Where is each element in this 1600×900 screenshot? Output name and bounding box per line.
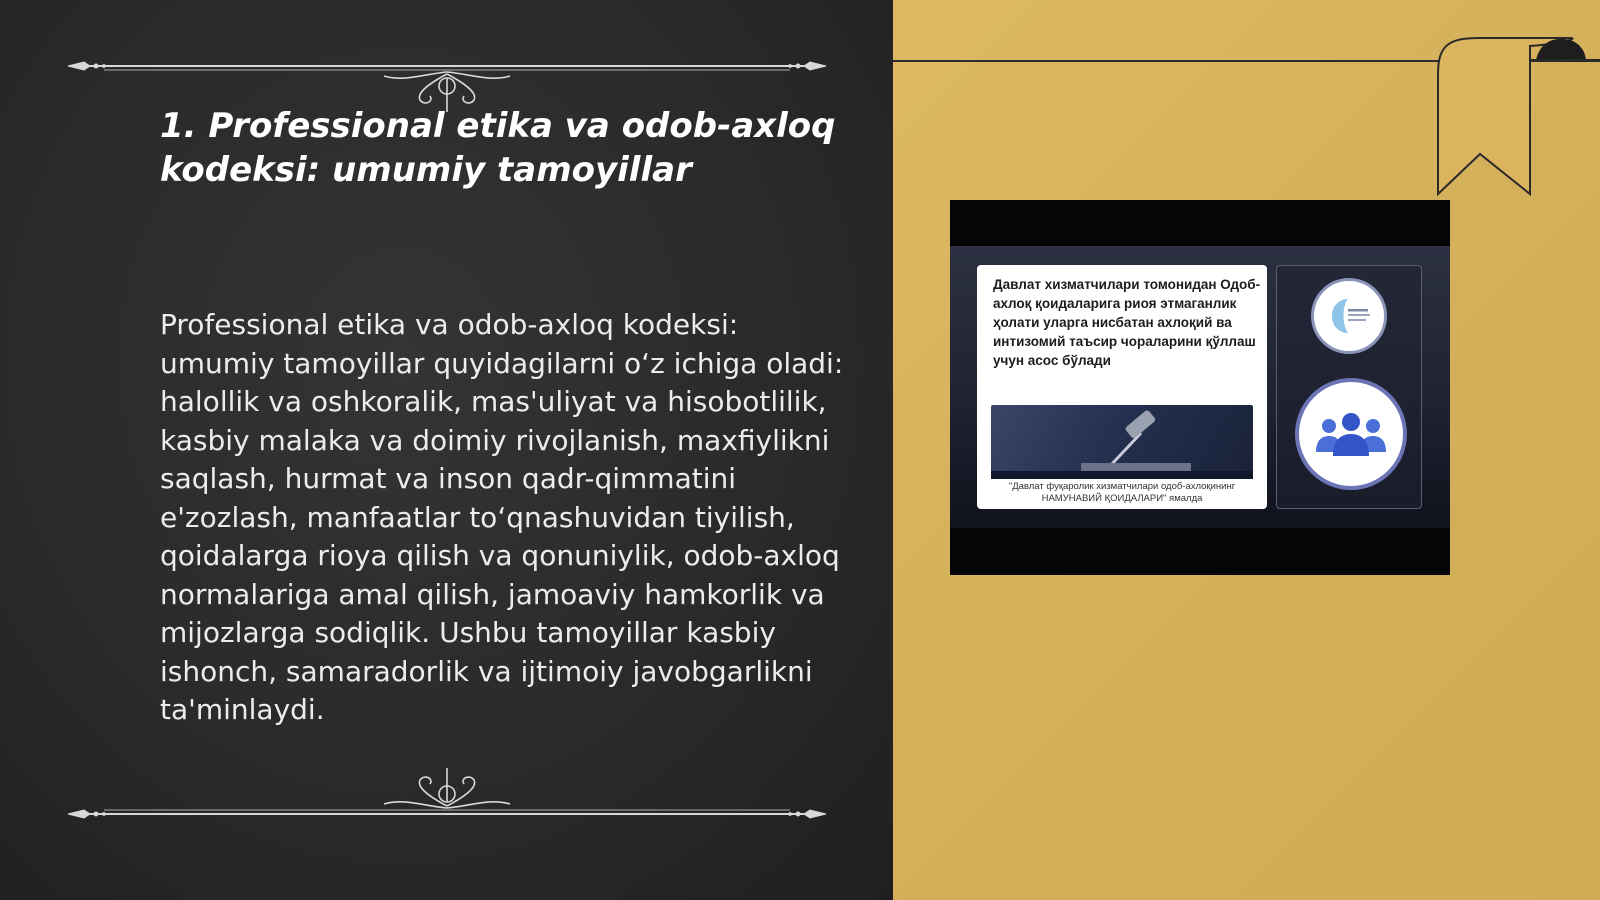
ornament-bottom-icon	[64, 768, 830, 828]
slide-body-text: Professional etika va odob-axloq kodeksi: umumiy tamoyillar quyidagilarni o‘z ichiga oladi: halollik va oshkoralik, mas'uliyat va hisobotlilik, kasbiy malaka va doimiy rivojlanish, maxfiylikni saqlash, hurmat va inson qadr-qimmatini e'zozlash, manfaatlar to‘qnashuvidan tiyilish, qoidalarga rioya qilish va qonuniylik, odob-axloq normalariga amal qilish, jamoaviy hamkorlik va mijozlarga sodiqlik. Ushbu tamoyillar kasbiy ishonch, samaradorlik va ijtimoiy javobgarlikni ta'minlaydi.	[160, 308, 844, 726]
slide-title	[160, 104, 840, 192]
side-icon-panel	[1276, 265, 1422, 509]
info-card-text: Давлат хизматчилари томонидан Одоб-ахлоқ қоидаларига риоя этмаганлик ҳолати уларга нисбатан ахлоқий ва интизомий таъсир чораларини қўллаш учун асос бўлади	[993, 277, 1261, 368]
info-card	[977, 265, 1267, 509]
gavel-photo-icon	[991, 405, 1253, 479]
video-player[interactable]	[950, 200, 1450, 575]
bookmark-ribbon-icon	[1430, 34, 1600, 200]
video-frame-content	[950, 246, 1450, 528]
info-card-caption	[987, 481, 1257, 505]
emblem-logo-icon	[1311, 278, 1387, 354]
slide-title-line-2: kodeksi: umumiy tamoyillar	[160, 150, 692, 190]
slide-title-line-1: 1. Professional etika va odob-axloq	[160, 106, 836, 146]
ornament-top-icon	[64, 52, 830, 112]
team-people-icon	[1295, 378, 1407, 490]
caption-line-2: НАМУНАВИЙ ҚОИДАЛАРИ" ямалда	[1041, 493, 1203, 504]
caption-line-1: "Давлат фуқаролик хизматчилари одоб-ахлоқининг	[1008, 481, 1236, 492]
